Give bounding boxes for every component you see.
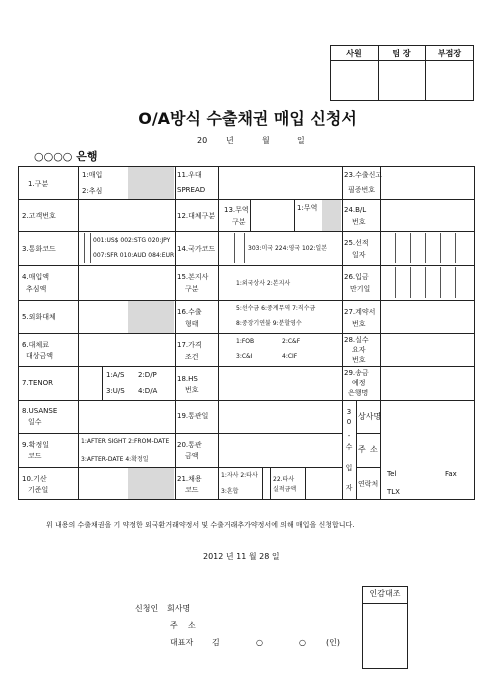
label-importer-number-2: 요자: [352, 346, 366, 354]
label-deposit-maturity: 26.입금: [344, 273, 369, 281]
label-usance-days: 8.USANSE: [22, 407, 58, 415]
export-form-options-2: 8:중장기연불 9:분할영수: [236, 320, 302, 327]
label-adoption-code-2: 코드: [185, 486, 199, 494]
label-importer-number-3: 번호: [352, 356, 366, 364]
division-option-collection: 2:추심: [82, 187, 103, 195]
label-adoption-code: 21.채용: [177, 475, 202, 483]
label-base-date: 10.기산: [22, 475, 47, 483]
country-codes: 303:미국 224:영국 102:일본: [248, 245, 328, 252]
applicant-address-label-1: 주: [170, 621, 178, 630]
label-remit-bank: 29.송금: [344, 369, 369, 377]
tenor-option-us: 3:U/S: [106, 387, 125, 395]
tenor-option-da: 4:D/A: [138, 387, 158, 395]
label-transfer-fee-2: 대상금액: [26, 352, 54, 360]
label-purchase-amount-2: 추심액: [26, 285, 47, 293]
tenor-option-dp: 2:D/P: [138, 371, 157, 379]
applicant-prefix: 신청인: [135, 604, 159, 613]
label-address-2: 소: [370, 445, 378, 454]
sign-date: 2012 년 11 월 28 일: [203, 552, 280, 561]
applicant-address-label-2: 소: [188, 621, 196, 630]
tel-label: Tel: [387, 470, 397, 478]
label-hs-number-2: 번호: [185, 386, 199, 394]
approval-header-staff: 사원: [346, 49, 362, 58]
label-contact: 연락처: [358, 480, 379, 488]
label-importer-number: 28.실수: [344, 336, 369, 344]
label-30-char-3: -: [347, 432, 351, 440]
label-usance-days-2: 일수: [28, 418, 42, 426]
application-statement: 위 내용의 수출채권을 기 약정한 외국환거래약정서 및 수출거래추가약정서에 의해 매입을 신청합니다.: [46, 521, 355, 529]
label-clearance-date: 19.통관일: [177, 412, 209, 420]
label-contract-number-2: 번호: [352, 320, 366, 328]
price-term-cni: 3:C&I: [236, 353, 253, 360]
label-30-char-2: 0: [346, 418, 352, 426]
label-base-date-2: 기준일: [28, 486, 49, 494]
division-option-purchase: 1:매입: [82, 171, 103, 179]
fx-transfer-shaded: [128, 301, 174, 333]
approval-header-manager: 팀 장: [392, 49, 411, 58]
label-30-char-7: 자: [345, 484, 353, 492]
label-fx-transfer: 5.외화대체: [22, 313, 56, 321]
label-fixed-date-code-2: 코드: [28, 452, 42, 460]
label-clearance-amount: 20.통관: [177, 441, 202, 449]
label-trade-type: 13.무역: [224, 206, 249, 214]
label-hs-number: 18.HS: [177, 375, 198, 383]
label-contract-number: 27.계약서: [344, 308, 376, 316]
label-shipment-date: 25.선적: [344, 239, 369, 247]
label-30-char-4: 수: [345, 443, 353, 451]
applicant-seal-mark: (인): [326, 638, 340, 647]
label-price-terms: 17.가격: [177, 341, 202, 349]
applicant-rep-label: 대표자: [170, 638, 194, 647]
tenor-option-as: 1:A/S: [106, 371, 125, 379]
label-remit-bank-3: 은행명: [348, 389, 369, 397]
label-export-declaration-2: 필증번호: [348, 186, 376, 194]
trade-type-option: 1:무역: [297, 204, 318, 212]
trade-type-shaded: [322, 200, 341, 231]
label-30-char-6: 입: [345, 464, 353, 472]
date-month-unit: 월: [262, 136, 270, 145]
base-date-shaded: [128, 468, 174, 499]
page-title: O/A방식 수출채권 매입 신청서: [138, 109, 357, 128]
label-branch-type-2: 구분: [185, 285, 199, 293]
label-customer-number: 2.고객번호: [22, 212, 56, 220]
date-day-unit: 일: [297, 136, 305, 145]
label-tenor: 7.TENOR: [22, 379, 53, 387]
date-year: 20: [197, 136, 208, 145]
label-spread: SPREAD: [177, 186, 206, 194]
label-deposit-maturity-2: 만기일: [350, 285, 371, 293]
label-currency-code: 3.통화코드: [22, 245, 56, 253]
seal-check-box: [362, 586, 408, 669]
currency-codes-line2: 007:SFR 010:AUD 084:EUR: [93, 252, 175, 259]
label-fixed-date-code: 9.확정일: [22, 441, 49, 449]
label-price-terms-2: 조건: [185, 353, 199, 361]
date-year-unit: 년: [226, 136, 234, 145]
label-bl-number-2: 번호: [352, 218, 366, 226]
label-bl-number: 24.B/L: [344, 206, 367, 214]
label-division: 1.구분: [28, 180, 49, 188]
bank-name: ○○○○ 은행: [34, 150, 98, 163]
label-address-1: 주: [358, 445, 366, 454]
label-export-form: 16.수출: [177, 308, 202, 316]
label-shipment-date-2: 일자: [352, 251, 366, 259]
fax-label: Fax: [445, 470, 457, 478]
tlx-label: TLX: [387, 488, 400, 496]
currency-codes-line1: 001:US$ 002:STG 020:JPY: [93, 237, 171, 244]
branch-type-options: 1:외국상사 2:본지사: [236, 280, 291, 287]
applicant-name-char-3: ○: [299, 638, 306, 647]
adoption-options-1: 1:자사 2:타사: [221, 472, 258, 479]
label-export-declaration: 23.수출신고: [344, 171, 383, 179]
label-country-code: 14.국가코드: [177, 245, 216, 253]
label-clearance-amount-2: 금액: [185, 452, 199, 460]
label-trade-type-2: 구분: [232, 218, 246, 226]
fixed-date-options-2: 3:AFTER-DATE 4:확정일: [81, 456, 149, 463]
applicant-name-char-1: 김: [212, 638, 220, 647]
label-30-char-1: 3: [346, 408, 352, 416]
applicant-company-label: 회사명: [167, 604, 191, 613]
other-company-amount: 22.타사: [273, 476, 295, 483]
label-transfer-fee: 6.대체료: [22, 341, 49, 349]
price-term-fob: 1:FOB: [236, 338, 255, 345]
label-company-name: 상사명: [358, 412, 382, 421]
label-export-form-2: 형태: [185, 320, 199, 328]
export-form-options-1: 5:선수금 6:중계무역 7:직수금: [236, 305, 316, 312]
label-preferential: 11.우대: [177, 171, 202, 179]
applicant-name-char-2: ○: [256, 638, 263, 647]
division-input-shaded: [128, 167, 174, 199]
label-remit-bank-2: 예정: [352, 379, 366, 387]
seal-check-label: 인감대조: [369, 589, 401, 598]
price-term-cnf: 2:C&F: [282, 338, 301, 345]
price-term-cif: 4:CIF: [282, 353, 298, 360]
label-transfer-type: 12.대체구분: [177, 212, 216, 220]
label-branch-type: 15.본지사: [177, 273, 209, 281]
label-purchase-amount: 4.매입액: [22, 273, 49, 281]
fixed-date-options-1: 1:AFTER SIGHT 2:FROM-DATE: [81, 438, 170, 445]
adoption-options-2: 3:혼합: [221, 488, 239, 495]
other-company-amount-2: 실적금액: [273, 486, 297, 493]
approval-header-branch: 부점장: [437, 49, 462, 58]
